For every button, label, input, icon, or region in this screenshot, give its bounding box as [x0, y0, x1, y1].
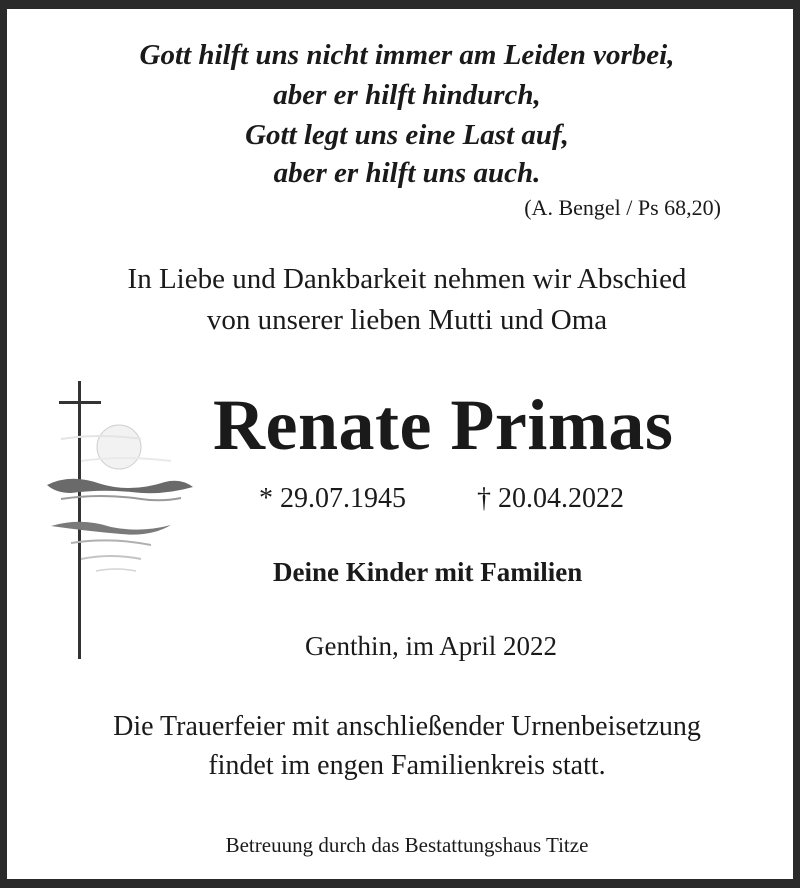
place-date: Genthin, im April 2022: [305, 631, 557, 661]
deceased-name: Renate Primas: [213, 385, 674, 465]
family-signature: Deine Kinder mit Familien: [273, 557, 583, 587]
cross-sunset-icon: [41, 381, 201, 663]
undertaker-note: Betreuung durch das Bestattungshaus Titze: [225, 833, 589, 857]
verse-line-1: Gott hilft uns nicht immer am Leiden vorbei,: [139, 39, 675, 71]
service-line-1: Die Trauerfeier mit anschließender Urnenbeisetzung: [113, 711, 701, 742]
birth-date: * 29.07.1945: [259, 483, 406, 514]
intro-line-1: In Liebe und Dankbarkeit nehmen wir Abschied: [127, 263, 687, 295]
verse-line-3: Gott legt uns eine Last auf,: [245, 119, 569, 151]
intro-line-2: von unserer lieben Mutti und Oma: [206, 304, 608, 336]
verse-source: (A. Bengel / Ps 68,20): [524, 195, 721, 220]
death-date: † 20.04.2022: [477, 483, 624, 514]
verse-line-2: aber er hilft hindurch,: [273, 79, 541, 111]
verse-line-4: aber er hilft uns auch.: [273, 157, 541, 189]
service-line-2: findet im engen Familienkreis statt.: [208, 750, 606, 781]
